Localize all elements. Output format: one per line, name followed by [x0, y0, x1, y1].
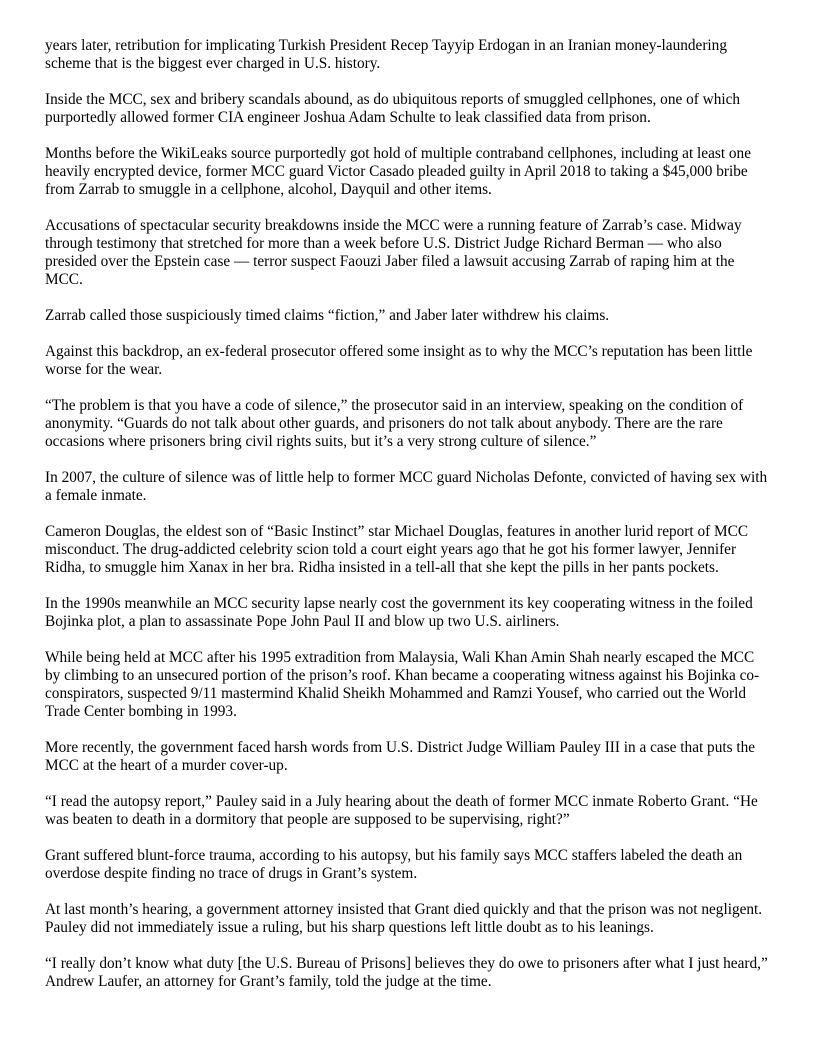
paragraph: Accusations of spectacular security breakdowns inside the MCC were a running feature of Zarrab’s case. Midway through testimony that stretched for more than a week before U.S. District Judge Richard Berman — who also presided over the Epstein case — terror suspect Faouzi Jaber filed a lawsuit accusing Zarrab of raping him at the MCC. — [45, 217, 742, 288]
paragraph: Against this backdrop, an ex-federal prosecutor offered some insight as to why the MCC’s reputation has been little worse for the wear. — [45, 343, 753, 378]
paragraph: Grant suffered blunt-force trauma, according to his autopsy, but his family says MCC staffers labeled the death an overdose despite finding no trace of drugs in Grant’s system. — [45, 847, 743, 882]
paragraph: More recently, the government faced harsh words from U.S. District Judge William Pauley III in a case that puts the MCC at the heart of a murder cover-up. — [45, 739, 756, 774]
paragraph: “I read the autopsy report,” Pauley said in a July hearing about the death of former MCC inmate Roberto Grant. “He was beaten to death in a dormitory that people are supposed to be supervising, right?” — [45, 793, 758, 828]
paragraph: In 2007, the culture of silence was of little help to former MCC guard Nicholas Defonte, convicted of having sex with a female inmate. — [45, 469, 768, 504]
paragraph: At last month’s hearing, a government attorney insisted that Grant died quickly and that the prison was not negligent. Pauley did not immediately issue a ruling, but his sharp questions left little doubt as to his leanings. — [45, 901, 763, 936]
paragraph: Months before the WikiLeaks source purportedly got hold of multiple contraband cellphones, including at least one heavily encrypted device, former MCC guard Victor Casado pleaded guilty in April 2018 to taking a $45,000 bribe from Zarrab to smuggle in a cellphone, alcohol, Dayquil and other items. — [45, 145, 751, 198]
paragraph: “I really don’t know what duty [the U.S. Bureau of Prisons] believes they do owe to prisoners after what I just heard,” Andrew Laufer, an attorney for Grant’s family, told the judge at the time. — [45, 955, 768, 990]
paragraph: “The problem is that you have a code of silence,” the prosecutor said in an interview, speaking on the condition of anonymity. “Guards do not talk about other guards, and prisoners do not talk about anybody. There are the rare occasions where prisoners bring civil rights suits, but it’s a very strong culture of silence.” — [45, 397, 744, 450]
document-page — [45, 37, 773, 1009]
paragraph: In the 1990s meanwhile an MCC security lapse nearly cost the government its key cooperating witness in the foiled Bojinka plot, a plan to assassinate Pope John Paul II and blow up two U.S. airliners. — [45, 595, 753, 630]
paragraph: Cameron Douglas, the eldest son of “Basic Instinct” star Michael Douglas, features in another lurid report of MCC misconduct. The drug-addicted celebrity scion told a court eight years ago that he got his former lawyer, Jennifer Ridha, to smuggle him Xanax in her bra. Ridha insisted in a tell-all that she kept the pills in her pants pockets. — [45, 523, 749, 576]
paragraph: While being held at MCC after his 1995 extradition from Malaysia, Wali Khan Amin Shah nearly escaped the MCC by climbing to an unsecured portion of the prison’s roof. Khan became a cooperating witness against his Bojinka co-conspirators, suspected 9/11 mastermind Khalid Sheikh Mohammed and Ramzi Yousef, who carried out the World Trade Center bombing in 1993. — [45, 649, 760, 720]
paragraph: Inside the MCC, sex and bribery scandals abound, as do ubiquitous reports of smuggled cellphones, one of which purportedly allowed former CIA engineer Joshua Adam Schulte to leak classified data from prison. — [45, 91, 741, 126]
paragraph: Zarrab called those suspiciously timed claims “fiction,” and Jaber later withdrew his claims. — [45, 307, 610, 324]
paragraph: years later, retribution for implicating Turkish President Recep Tayyip Erdogan in an Iranian money-laundering scheme that is the biggest ever charged in U.S. history. — [45, 37, 727, 72]
